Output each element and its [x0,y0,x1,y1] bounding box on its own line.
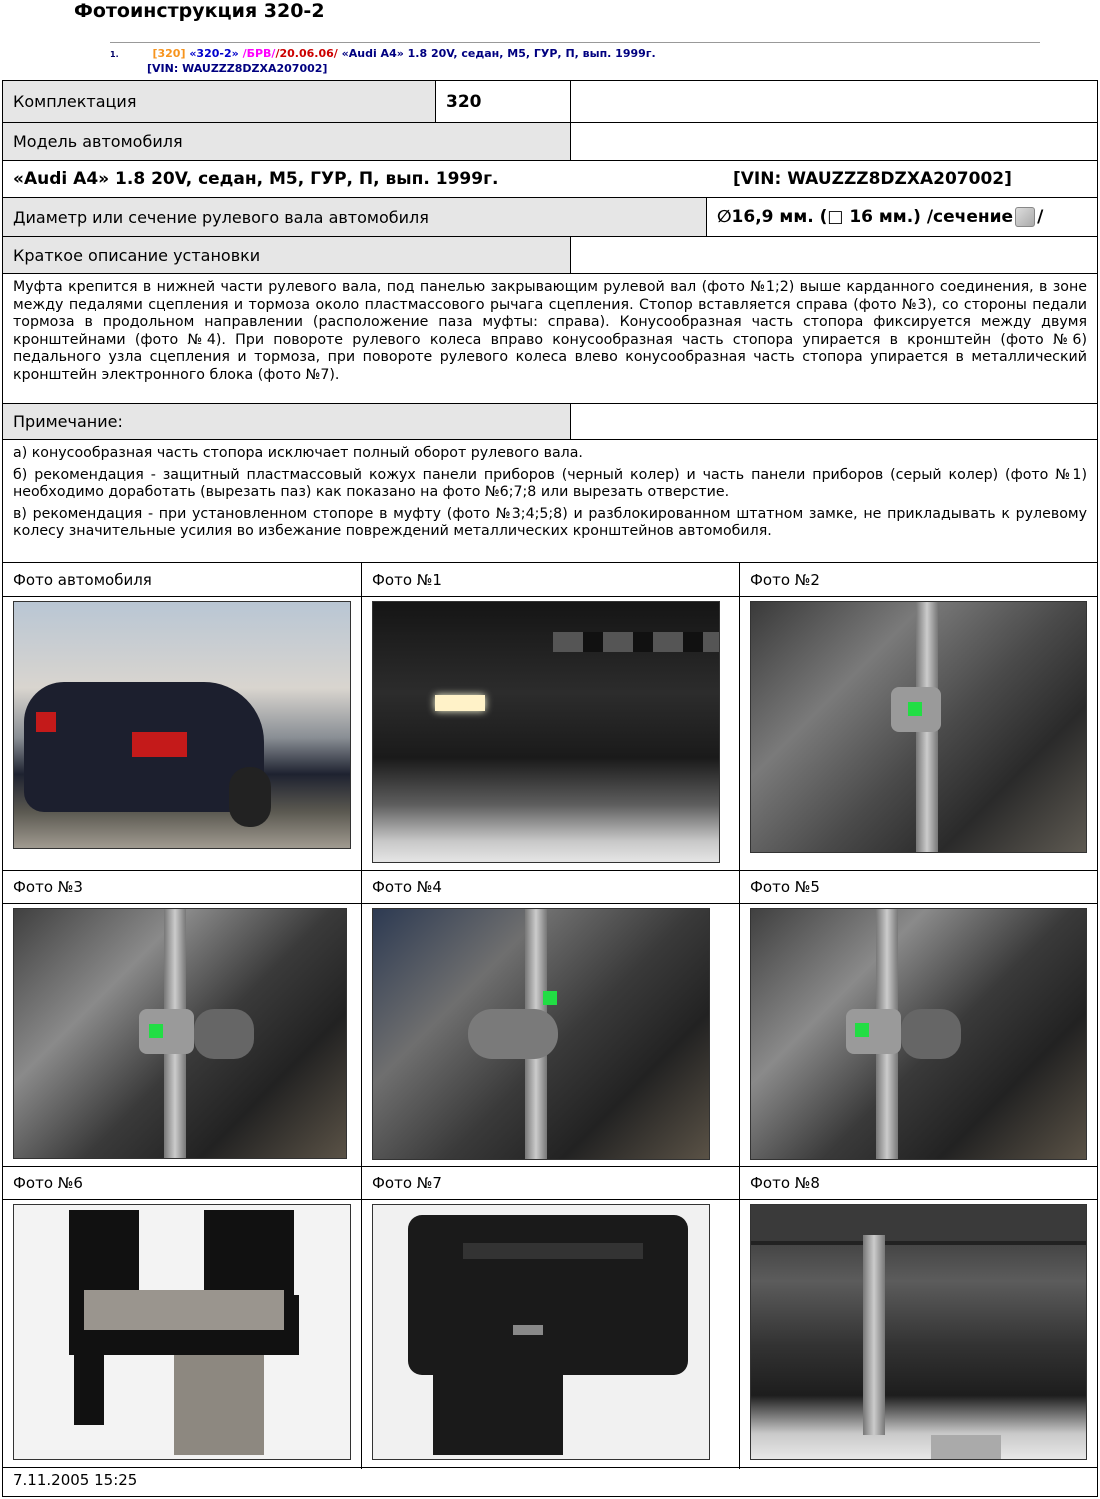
photo-1 [372,601,720,863]
title-divider [110,42,1040,43]
desc-label: Краткое описание установки [3,237,571,273]
photo-7 [372,1204,710,1460]
model-label: Модель автомобиля [3,123,571,160]
car-photo [13,601,351,849]
header-vin: [VIN: WAUZZZ8DZXA207002] [147,62,328,75]
photo-7-label: Фото №7 [372,1173,442,1192]
photo-8 [750,1204,1087,1460]
diameter-tail: / [1037,207,1044,227]
desc-text: Муфта крепится в нижней части рулевого вала, под панелью закрывающим рулевой вал (фото №1;2) выше карданного соединения, в зоне между педалями сцепления и тормоза около пластмассового рычага сцепления. Стопор вставляется справа (фото №3), со стороны педали тормоза в продольном направлении (расположение паза муфты: справа). Конусообразная часть стопора фиксируется между двумя кронштейнами (фото №4). При повороте рулевого колеса вправо конусообразная часть стопора упирается в кронштейн (фото №6) педального узла сцепления и тормоза, при повороте рулевого колеса влево конусообразная часть стопора упирается в металлический кронштейн электронного блока (фото №7). [13,279,1087,383]
diameter-value [707,198,1097,236]
note-b: б) рекомендация - защитный пластмассовый кожух панели приборов (черный колер) и часть панели приборов (серый колер) (фото №1) необходимо доработать (вырезать паз) как показано на фото №6;7;8 или вырезать отверстие. [13,466,1087,500]
photo-1-label: Фото №1 [372,570,442,589]
header-code: [320] [152,47,186,60]
photo-4-label: Фото №4 [372,877,442,896]
page-title: Фотоинструкция 320-2 [74,0,325,22]
row-model [3,123,1097,161]
row-diameter [3,198,1097,237]
note-a: а) конусообразная часть стопора исключает полный оборот рулевого вала. [13,445,583,461]
header-line [110,47,656,62]
instruction-table [2,80,1098,1497]
row-desc-label [3,237,1097,274]
row-notes [3,440,1097,563]
photo-5-label: Фото №5 [750,877,820,896]
komplekt-value: 320 [436,81,571,122]
photo-car-label: Фото автомобиля [13,570,152,589]
photo-8-label: Фото №8 [750,1173,820,1192]
header-dealer: /БРВ/ [242,47,276,60]
photo-5 [750,908,1087,1160]
notes [3,440,1097,541]
komplekt-label: Комплектация [3,81,436,122]
car-full: «Audi A4» 1.8 20V, седан, M5, ГУР, П, вып. 1999г. [13,169,499,189]
photo-3-label: Фото №3 [13,877,83,896]
photo-6-label: Фото №6 [13,1173,83,1192]
note-c: в) рекомендация - при установленном стопоре в муфту (фото №3;4;5;8) и разблокированном штатном замке, не прикладывать к рулевому колесу значительные усилия во избежание повреждений металлических кронштейнов автомобиля. [13,505,1087,539]
photo-3 [13,908,347,1159]
row-car [3,161,1097,198]
row-desc-text [3,274,1097,404]
footer-timestamp: 7.11.2005 15:25 [13,1471,138,1489]
row-komplekt [3,81,1097,123]
photo-2 [750,601,1087,853]
car-vin: [VIN: WAUZZZ8DZXA207002] [733,169,1012,189]
diameter-text: ∅16,9 мм. (□ 16 мм.) /сечение [717,207,1014,227]
section-shape-icon [1015,207,1035,227]
photo-6 [13,1204,351,1460]
header-number: 1. [110,50,119,59]
header-car: «Audi A4» 1.8 20V, седан, M5, ГУР, П, вып. 1999г. [341,47,656,60]
photo-4 [372,908,710,1160]
note-label: Примечание: [3,404,571,439]
header-date: /20.06.06/ [275,47,338,60]
header-model-code: «320-2» [189,47,239,60]
photo-2-label: Фото №2 [750,570,820,589]
diameter-label: Диаметр или сечение рулевого вала автомобиля [3,198,707,236]
row-note-label [3,404,1097,440]
